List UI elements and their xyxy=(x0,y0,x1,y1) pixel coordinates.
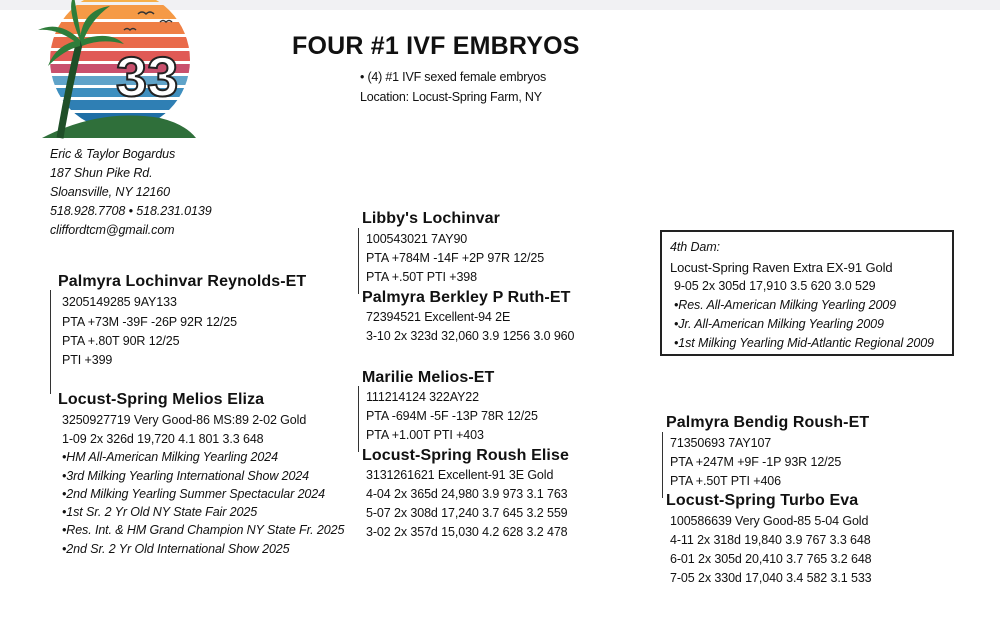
mgd-name: Palmyra Berkley P Ruth-ET xyxy=(362,289,571,306)
mgs-line: 100543021 7AY90 xyxy=(366,232,468,246)
fourth-dam-honor: •Res. All-American Milking Yearling 2009 xyxy=(674,298,897,312)
rgs-line: PTA +.50T PTI +406 xyxy=(670,474,781,488)
page-title: FOUR #1 IVF EMBRYOS xyxy=(292,32,580,60)
farm-logo xyxy=(20,0,200,142)
dam-line: 1-09 2x 326d 19,720 4.1 801 3.3 648 xyxy=(62,432,264,446)
rgd-name: Locust-Spring Turbo Eva xyxy=(666,492,859,509)
contact-names: Eric & Taylor Bogardus xyxy=(50,147,176,161)
mgs-line: PTA +.50T PTI +398 xyxy=(366,270,477,284)
rgs-name: Palmyra Bendig Roush-ET xyxy=(666,414,870,431)
dam-honor: •1st Sr. 2 Yr Old NY State Fair 2025 xyxy=(62,505,258,519)
pgd-line: 3131261621 Excellent-91 3E Gold xyxy=(366,468,554,482)
contact-city: Sloansville, NY 12160 xyxy=(50,185,170,199)
dam-line: 3250927719 Very Good-86 MS:89 2-02 Gold xyxy=(62,413,307,427)
dam-honor: •2nd Sr. 2 Yr Old International Show 2025 xyxy=(62,542,290,556)
contact-email[interactable]: cliffordtcm@gmail.com xyxy=(50,223,175,237)
pgd-line: 4-04 2x 365d 24,980 3.9 973 3.1 763 xyxy=(366,487,568,501)
mgd-line: 72394521 Excellent-94 2E xyxy=(366,310,511,324)
pgs-line: PTA -694M -5F -13P 78R 12/25 xyxy=(366,409,538,423)
fourth-dam-name: Locust-Spring Raven Extra EX-91 Gold xyxy=(670,260,893,275)
fourth-dam-honor: •Jr. All-American Milking Yearling 2009 xyxy=(674,317,884,331)
pedigree-bracket xyxy=(358,386,359,452)
pedigree-bracket xyxy=(50,290,51,394)
contact-street: 187 Shun Pike Rd. xyxy=(50,166,153,180)
sire-line: PTA +73M -39F -26P 92R 12/25 xyxy=(62,315,237,329)
fourth-dam-label: 4th Dam: xyxy=(670,240,720,254)
sire-line: PTI +399 xyxy=(62,353,113,367)
rgd-line: 100586639 Very Good-85 5-04 Gold xyxy=(670,514,869,528)
pedigree-bracket xyxy=(358,228,359,294)
rgd-line: 4-11 2x 318d 19,840 3.9 767 3.3 648 xyxy=(670,533,871,547)
fourth-dam-honor: •1st Milking Yearling Mid-Atlantic Regional 2009 xyxy=(674,336,934,350)
dam-name: Locust-Spring Melios Eliza xyxy=(58,391,265,408)
rgd-line: 7-05 2x 330d 17,040 3.4 582 3.1 533 xyxy=(670,571,872,585)
mgs-name: Libby's Lochinvar xyxy=(362,210,500,227)
pgs-line: 111214124 322AY22 xyxy=(366,390,479,404)
fourth-dam-record: 9-05 2x 305d 17,910 3.5 620 3.0 529 xyxy=(674,279,876,293)
sire-name: Palmyra Lochinvar Reynolds-ET xyxy=(58,273,307,290)
pedigree-bracket xyxy=(662,432,663,498)
sire-line: PTA +.80T 90R 12/25 xyxy=(62,334,180,348)
pgd-line: 5-07 2x 308d 17,240 3.7 645 3.2 559 xyxy=(366,506,568,520)
rgd-line: 6-01 2x 305d 20,410 3.7 765 3.2 648 xyxy=(670,552,872,566)
location-line: Location: Locust-Spring Farm, NY xyxy=(360,90,542,104)
logo-number: 33 xyxy=(116,45,179,108)
rgs-line: PTA +247M +9F -1P 93R 12/25 xyxy=(670,455,842,469)
rgs-line: 71350693 7AY107 xyxy=(670,436,772,450)
pgs-line: PTA +1.00T PTI +403 xyxy=(366,428,484,442)
pgd-name: Locust-Spring Roush Elise xyxy=(362,447,569,464)
dam-honor: •Res. Int. & HM Grand Champion NY State Fr. 2025 xyxy=(62,523,345,537)
dam-honor: •2nd Milking Yearling Summer Spectacular 2024 xyxy=(62,487,325,501)
pgs-name: Marilie Melios-ET xyxy=(362,369,495,386)
dam-honor: •3rd Milking Yearling International Show 2024 xyxy=(62,469,310,483)
mgs-line: PTA +784M -14F +2P 97R 12/25 xyxy=(366,251,545,265)
mgd-line: 3-10 2x 323d 32,060 3.9 1256 3.0 960 xyxy=(366,329,575,343)
dam-honor: •HM All-American Milking Yearling 2024 xyxy=(62,450,278,464)
pgd-line: 3-02 2x 357d 15,030 4.2 628 3.2 478 xyxy=(366,525,568,539)
contact-phones: 518.928.7708 • 518.231.0139 xyxy=(50,204,212,218)
sire-line: 3205149285 9AY133 xyxy=(62,295,177,309)
embryo-description: • (4) #1 IVF sexed female embryos xyxy=(360,70,547,84)
